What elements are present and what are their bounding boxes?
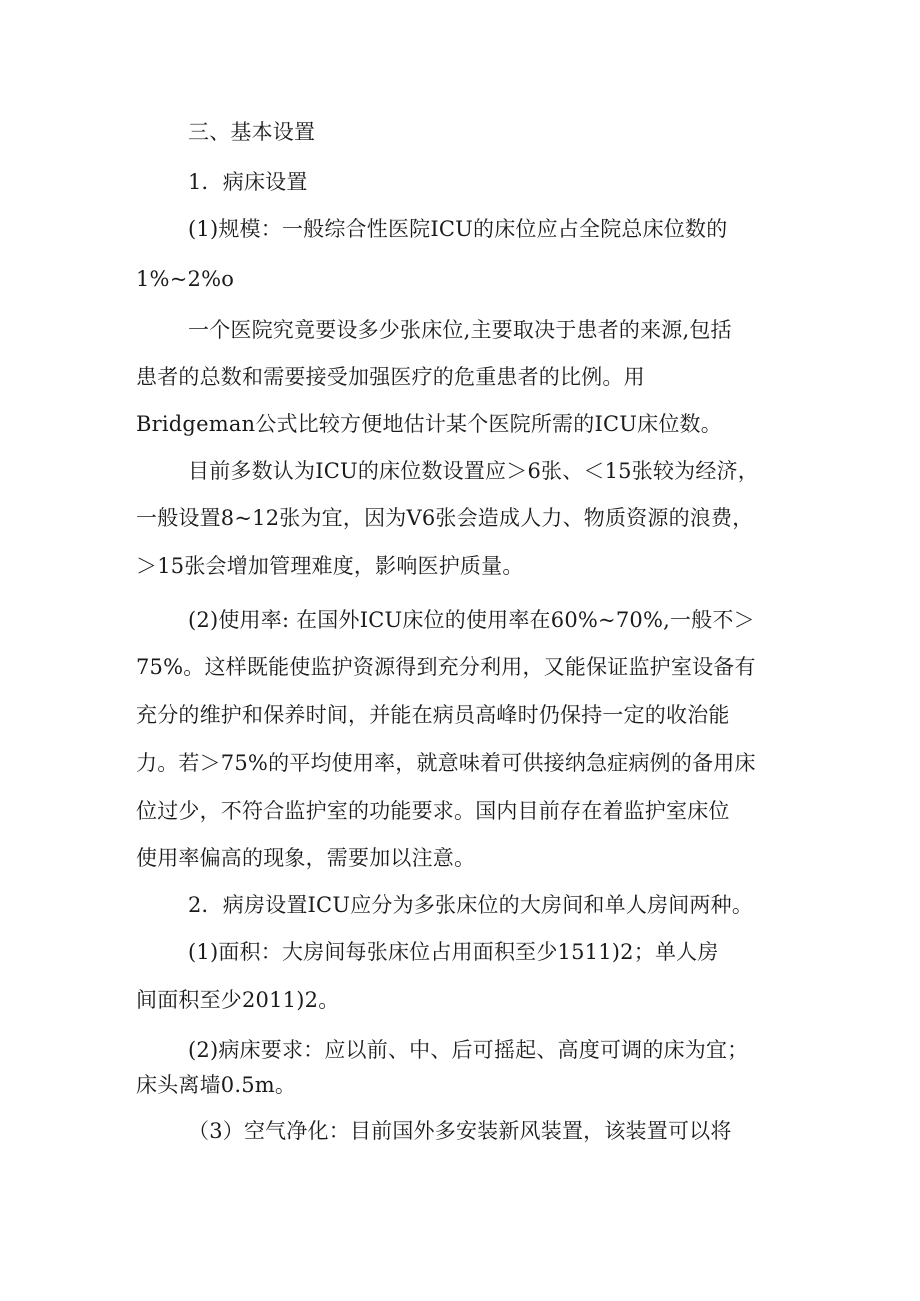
paragraph-line: （3）空气净化：目前国外多安装新风装置，该装置可以将 [188,1119,732,1143]
paragraph-line: 一个医院究竟要设多少张床位,主要取决于患者的来源,包括 [188,318,732,342]
paragraph-line: 间面积至少2011)2。 [136,988,340,1012]
paragraph-line: 1%~2%o [136,267,235,291]
paragraph-line: 75%。这样既能使监护资源得到充分利用，又能保证监护室设备有 [136,655,756,679]
paragraph-line: 充分的维护和保养时间，并能在病员高峰时仍保持一定的收治能 [136,703,730,727]
paragraph-line: 位过少，不符合监护室的功能要求。国内目前存在着监护室床位 [136,799,730,823]
paragraph-line: (2)病床要求：应以前、中、后可摇起、高度可调的床为宜； [188,1038,749,1062]
paragraph-line: ＞15张会增加管理难度，影响医护质量。 [136,554,524,578]
paragraph-line: Bridgeman公式比较方便地估计某个医院所需的ICU床位数。 [136,412,722,436]
paragraph-line: 使用率偏高的现象，需要加以注意。 [136,846,476,870]
subsection-title: 1．病床设置 [188,170,308,194]
paragraph-line: 床头离墙0.5m。 [136,1073,297,1097]
paragraph-line: (2)使用率: 在国外ICU床位的使用率在60%~70%,一般不＞ [188,608,755,632]
paragraph-line: (1)面积：大房间每张床位占用面积至少1511)2；单人房 [188,940,719,964]
paragraph-line: 2．病房设置ICU应分为多张床位的大房间和单人房间两种。 [188,893,754,917]
paragraph-line: (1)规模：一般综合性医院ICU的床位应占全院总床位数的 [188,217,728,241]
paragraph-line: 目前多数认为ICU的床位数设置应＞6张、＜15张较为经济， [188,459,759,483]
section-heading: 三、基本设置 [188,120,316,144]
paragraph-line: 力。若＞75%的平均使用率，就意味着可供接纳急症病例的备用床 [136,751,756,775]
paragraph-line: 一般设置8~12张为宜，因为V6张会造成人力、物质资源的浪费， [136,506,754,530]
paragraph-line: 患者的总数和需要接受加强医疗的危重患者的比例。用 [136,365,645,389]
